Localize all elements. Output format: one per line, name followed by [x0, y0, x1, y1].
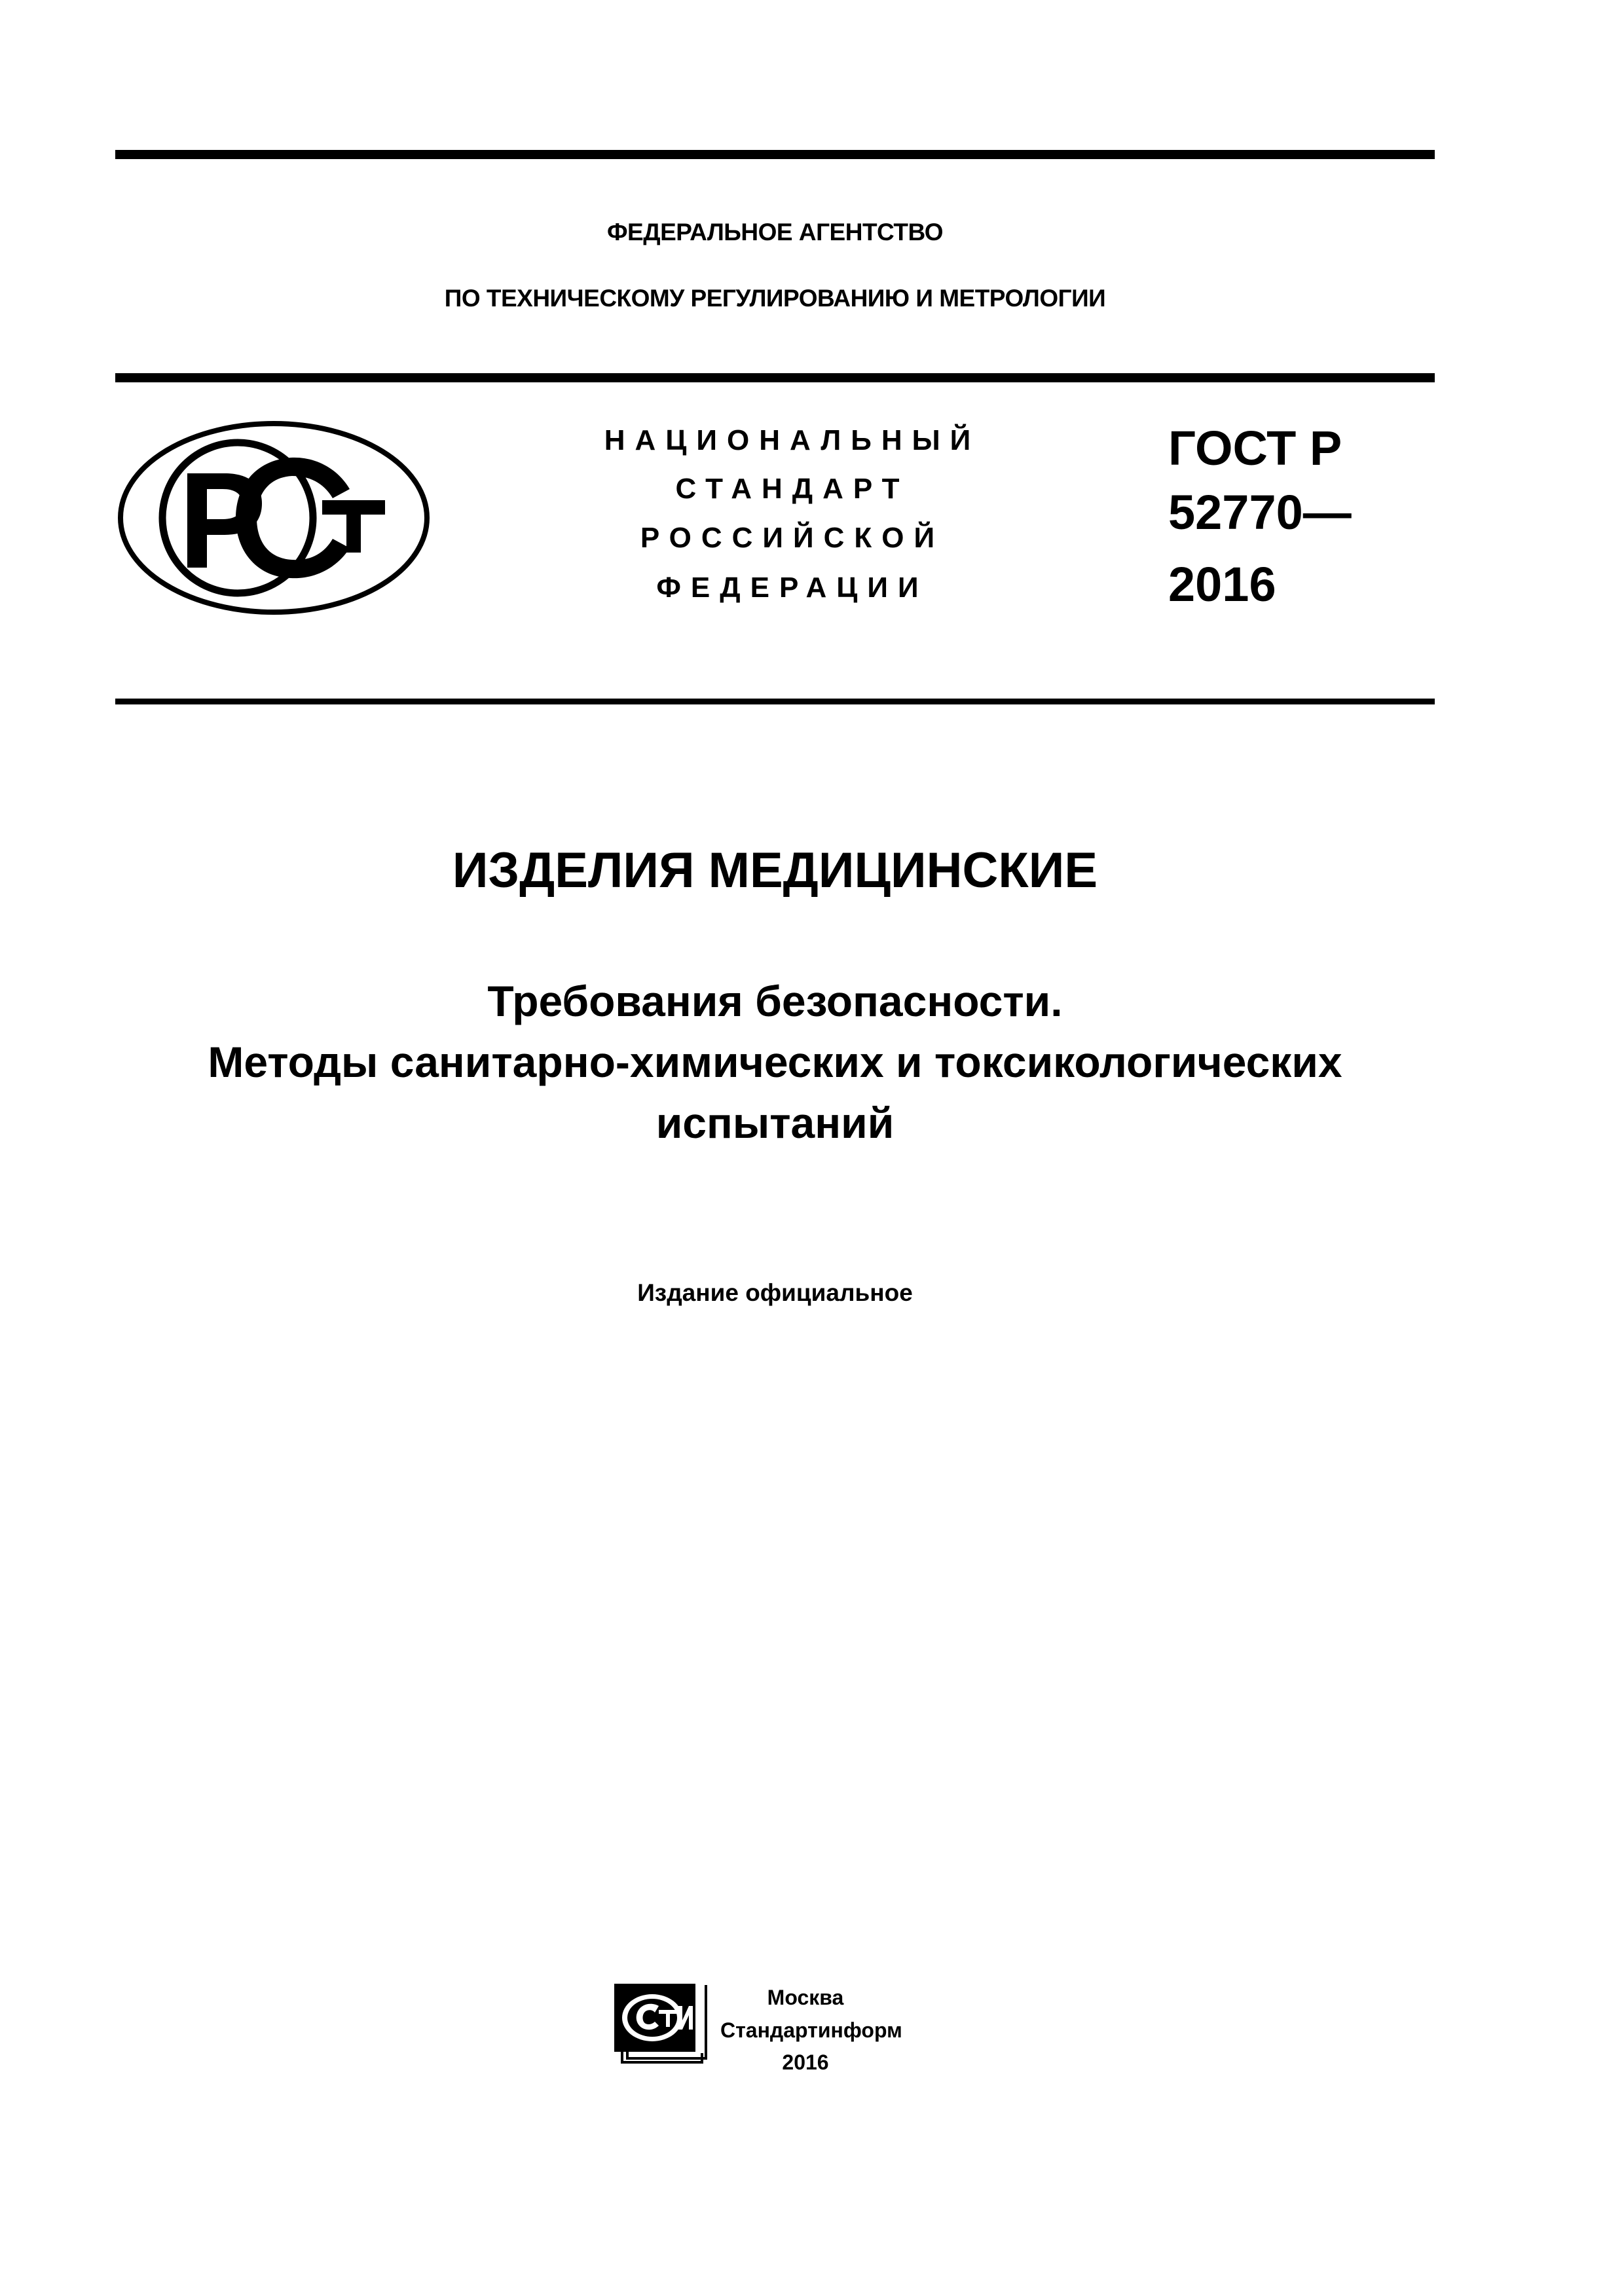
imprint-publisher: Стандартинформ	[720, 2018, 902, 2042]
agency-name-line-1: ФЕДЕРАЛЬНОЕ АГЕНТСТВО	[606, 219, 944, 246]
top-divider	[115, 150, 1435, 159]
document-title: ИЗДЕЛИЯ МЕДИЦИНСКИЕ	[452, 843, 1098, 898]
imprint-year: 2016	[782, 2050, 829, 2074]
national-standard-line-1: НАЦИОНАЛЬНЫЙ	[604, 424, 981, 456]
document-subtitle-line-3: испытаний	[655, 1099, 895, 1147]
pst-certification-mark-icon	[117, 420, 431, 617]
standard-designation-line-1: ГОСТ Р	[1168, 421, 1342, 475]
imprint-city: Москва	[767, 1986, 844, 2009]
agency-name-line-2: ПО ТЕХНИЧЕСКОМУ РЕГУЛИРОВАНИЮ И МЕТРОЛОГИИ	[444, 285, 1106, 312]
header-divider	[115, 373, 1435, 382]
title-divider	[115, 699, 1435, 704]
national-standard-line-4: ФЕДЕРАЦИИ	[656, 572, 929, 604]
official-edition-label: Издание официальное	[637, 1279, 913, 1306]
document-subtitle-line-2: Методы санитарно-химических и токсикологических	[208, 1038, 1342, 1086]
standard-designation-line-3: 2016	[1168, 557, 1276, 611]
national-standard-line-3: РОССИЙСКОЙ	[640, 522, 945, 554]
standard-designation-line-2: 52770—	[1168, 485, 1352, 539]
national-standard-line-2: СТАНДАРТ	[675, 473, 910, 505]
standartinform-logo-icon	[613, 1982, 710, 2065]
document-subtitle-line-1: Требования безопасности.	[487, 977, 1063, 1025]
